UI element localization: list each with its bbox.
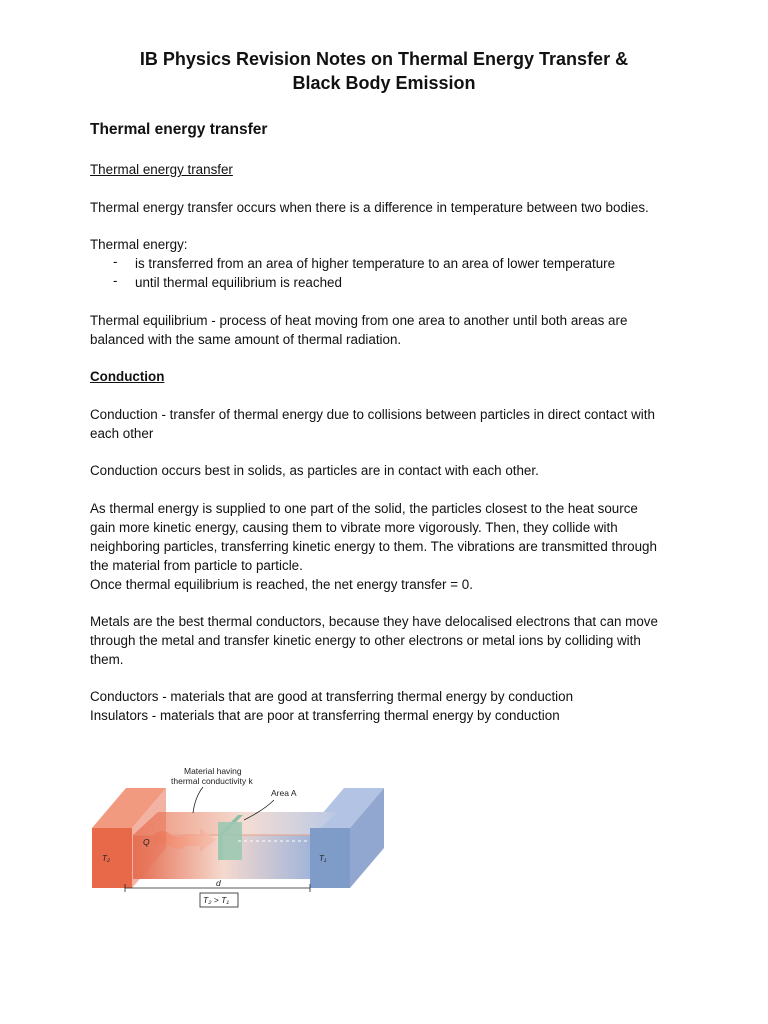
page-title-line-1: IB Physics Revision Notes on Thermal Energy Transfer & [139, 49, 629, 69]
kinetic-line: As thermal energy is supplied to one part of the solid, the particles closest to the heat source [90, 501, 638, 516]
equilibrium-line-1: Thermal equilibrium - process of heat moving from one area to another until both areas are [90, 313, 628, 328]
d-label: d [216, 878, 221, 888]
equilibrium-line-2: balanced with the same amount of thermal radiation. [90, 332, 402, 347]
t2-label: T₂ [102, 854, 110, 863]
intro-paragraph: Thermal energy transfer occurs when there is a difference in temperature between two bodies. [90, 200, 649, 215]
subheading: Thermal energy transfer [90, 162, 233, 177]
kinetic-line: gain more kinetic energy, causing them to vibrate more vigorously. Then, they collide with [90, 520, 618, 535]
material-pointer [193, 787, 203, 813]
bullet-marker: - [113, 254, 118, 269]
metals-line: them. [90, 652, 124, 667]
t1-label: T₁ [319, 854, 327, 863]
conduction-definition-line-2: each other [90, 426, 154, 441]
kinetic-line: neighboring particles, transferring kinetic energy to them. The vibrations are transmitted through [90, 539, 657, 554]
section-heading: Thermal energy transfer [90, 121, 268, 138]
bullet-item: is transferred from an area of higher temperature to an area of lower temperature [135, 256, 616, 271]
area-label: Area A [271, 788, 297, 798]
bullet-item: until thermal equilibrium is reached [135, 275, 342, 290]
material-label-2: thermal conductivity k [171, 776, 253, 786]
conduction-diagram [88, 760, 388, 915]
page-title-line-2: Black Body Emission [292, 73, 476, 93]
insulators-line: Insulators - materials that are poor at transferring thermal energy by conduction [90, 708, 560, 723]
metals-line: Metals are the best thermal conductors, because they have delocalised electrons that can move [90, 614, 658, 629]
material-label-1: Material having [184, 766, 242, 776]
hot-block-front [92, 828, 132, 888]
conduction-heading: Conduction [90, 369, 165, 384]
conductors-line: Conductors - materials that are good at transferring thermal energy by conduction [90, 689, 574, 704]
metals-line: through the metal and transfer kinetic energy to other electrons or metal ions by colliding with [90, 633, 641, 648]
solids-paragraph: Conduction occurs best in solids, as particles are in contact with each other. [90, 463, 539, 478]
bullet-marker: - [113, 273, 118, 288]
cold-block-front [310, 828, 350, 888]
conduction-definition-line-1: Conduction - transfer of thermal energy due to collisions between particles in direct contact with [90, 407, 655, 422]
condition-label: T₂ > T₁ [203, 895, 229, 905]
kinetic-line: Once thermal equilibrium is reached, the net energy transfer = 0. [90, 577, 473, 592]
kinetic-line: the material from particle to particle. [90, 558, 303, 573]
q-label: Q [143, 837, 150, 847]
thermal-energy-label: Thermal energy: [90, 237, 188, 252]
